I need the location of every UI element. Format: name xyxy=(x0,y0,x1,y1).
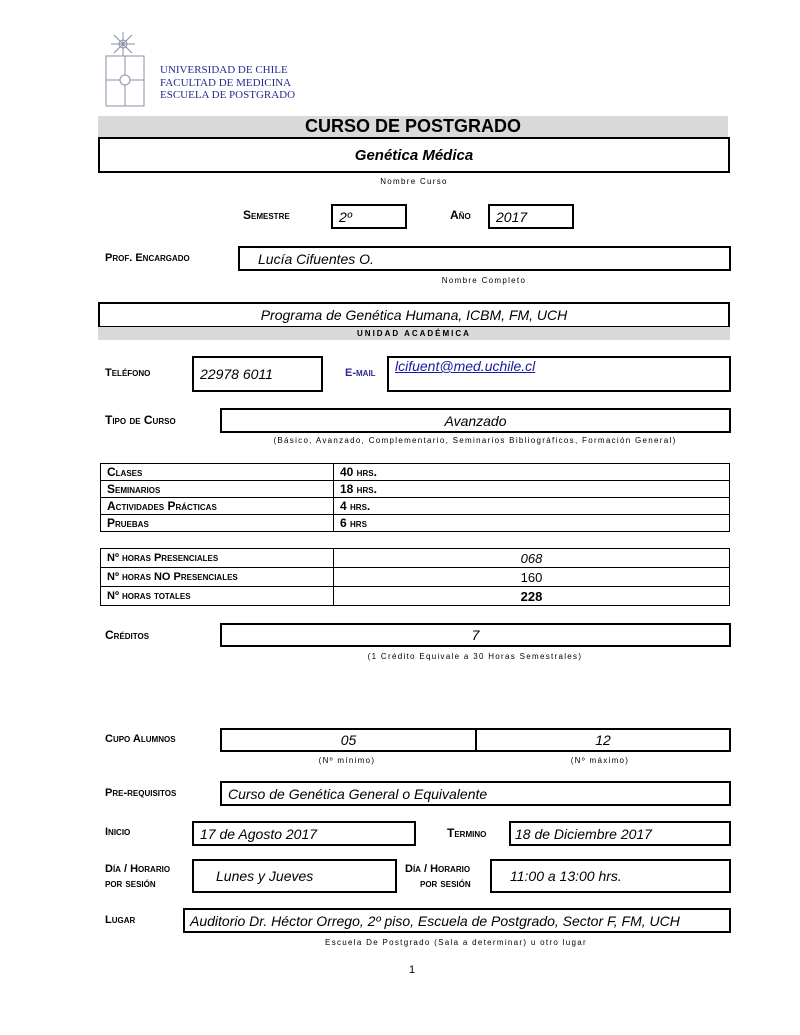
quota-max-caption: (Nº máximo) xyxy=(570,756,630,765)
course-name-caption: Nombre Curso xyxy=(380,177,448,186)
course-type-caption: (Básico, Avanzado, Complementario, Seminarios Bibliográficos, Formación General) xyxy=(273,436,677,445)
quota-max-field: 12 xyxy=(475,728,731,752)
days-label-2: por sesión xyxy=(105,878,156,890)
start-label: Inicio xyxy=(105,826,131,838)
academic-unit-caption: UNIDAD ACADÉMICA xyxy=(98,327,730,340)
institution-name xyxy=(160,64,295,102)
professor-label: Prof. Encargado xyxy=(105,252,190,264)
table-row xyxy=(101,549,730,568)
schedule-label-2: por sesión xyxy=(420,878,471,890)
row-value: 160 xyxy=(334,568,730,587)
schedule-label: Día / Horario xyxy=(405,863,471,875)
professor-field: Lucía Cifuentes O. xyxy=(238,246,731,271)
days-label: Día / Horario xyxy=(105,863,171,875)
email-link[interactable]: lcifuent@med.uchile.cl xyxy=(395,358,536,374)
course-type-field: Avanzado xyxy=(220,408,731,433)
year-field: 2017 xyxy=(488,204,574,229)
page-number: 1 xyxy=(409,964,416,976)
table-row xyxy=(101,498,730,515)
quota-min-caption: (Nº mínimo) xyxy=(318,756,376,765)
table-row xyxy=(101,568,730,587)
faculty-name: FACULTAD DE MEDICINA xyxy=(160,76,292,89)
school-name: ESCUELA DE POSTGRADO xyxy=(160,89,296,101)
row-value: 068 xyxy=(334,549,730,568)
row-label: Actividades Prácticas xyxy=(101,498,334,515)
page-title: CURSO DE POSTGRADO xyxy=(98,116,728,137)
row-value: 228 xyxy=(334,587,730,606)
year-label: Año xyxy=(450,208,471,222)
quota-label: Cupo Alumnos xyxy=(105,733,176,745)
credits-caption: (1 Crédito Equivale a 30 Horas Semestrales) xyxy=(367,652,583,661)
table-row xyxy=(101,587,730,606)
academic-unit-field: Programa de Genética Humana, ICBM, FM, UCH xyxy=(98,302,730,328)
course-type-label: Tipo de Curso xyxy=(105,413,176,427)
phone-field: 22978 6011 xyxy=(192,356,323,392)
email-field xyxy=(387,356,731,392)
quota-min-field: 05 xyxy=(220,728,477,752)
university-crest-logo xyxy=(104,30,152,108)
prerequisites-field: Curso de Genética General o Equivalente xyxy=(220,781,731,806)
hours-breakdown-table xyxy=(100,463,730,532)
row-value: 6 hrs xyxy=(334,515,730,532)
semester-field: 2º xyxy=(331,204,407,229)
end-label: Termino xyxy=(447,826,487,840)
row-value: 18 hrs. xyxy=(334,481,730,498)
start-date-field: 17 de Agosto 2017 xyxy=(192,821,416,846)
days-field: Lunes y Jueves xyxy=(192,859,397,893)
row-label: Nº horas NO Presenciales xyxy=(101,568,334,587)
semester-label: Semestre xyxy=(243,208,290,222)
row-label: Nº horas Presenciales xyxy=(101,549,334,568)
table-row xyxy=(101,515,730,532)
credits-label: Créditos xyxy=(105,628,150,642)
credits-field: 7 xyxy=(220,623,731,647)
email-label: E-mail xyxy=(345,367,376,379)
row-label: Pruebas xyxy=(101,515,334,532)
row-label: Nº horas totales xyxy=(101,587,334,606)
place-label: Lugar xyxy=(105,914,136,926)
university-name: UNIVERSIDAD DE CHILE xyxy=(160,64,288,76)
place-caption: Escuela De Postgrado (Sala a determinar) u otro lugar xyxy=(325,938,587,947)
phone-label: Teléfono xyxy=(105,367,151,379)
table-row xyxy=(101,464,730,481)
professor-caption: Nombre Completo xyxy=(441,276,527,285)
row-value: 4 hrs. xyxy=(334,498,730,515)
prerequisites-label: Pre-requisitos xyxy=(105,787,177,799)
schedule-field: 11:00 a 13:00 hrs. xyxy=(490,859,731,893)
place-field: Auditorio Dr. Héctor Orrego, 2º piso, Escuela de Postgrado, Sector F, FM, UCH xyxy=(183,908,731,933)
table-row xyxy=(101,481,730,498)
end-date-field: 18 de Diciembre 2017 xyxy=(509,821,731,846)
row-value: 40 hrs. xyxy=(334,464,730,481)
course-name-field: Genética Médica xyxy=(98,137,730,173)
row-label: Clases xyxy=(101,464,334,481)
row-label: Seminarios xyxy=(101,481,334,498)
hours-totals-table xyxy=(100,548,730,606)
